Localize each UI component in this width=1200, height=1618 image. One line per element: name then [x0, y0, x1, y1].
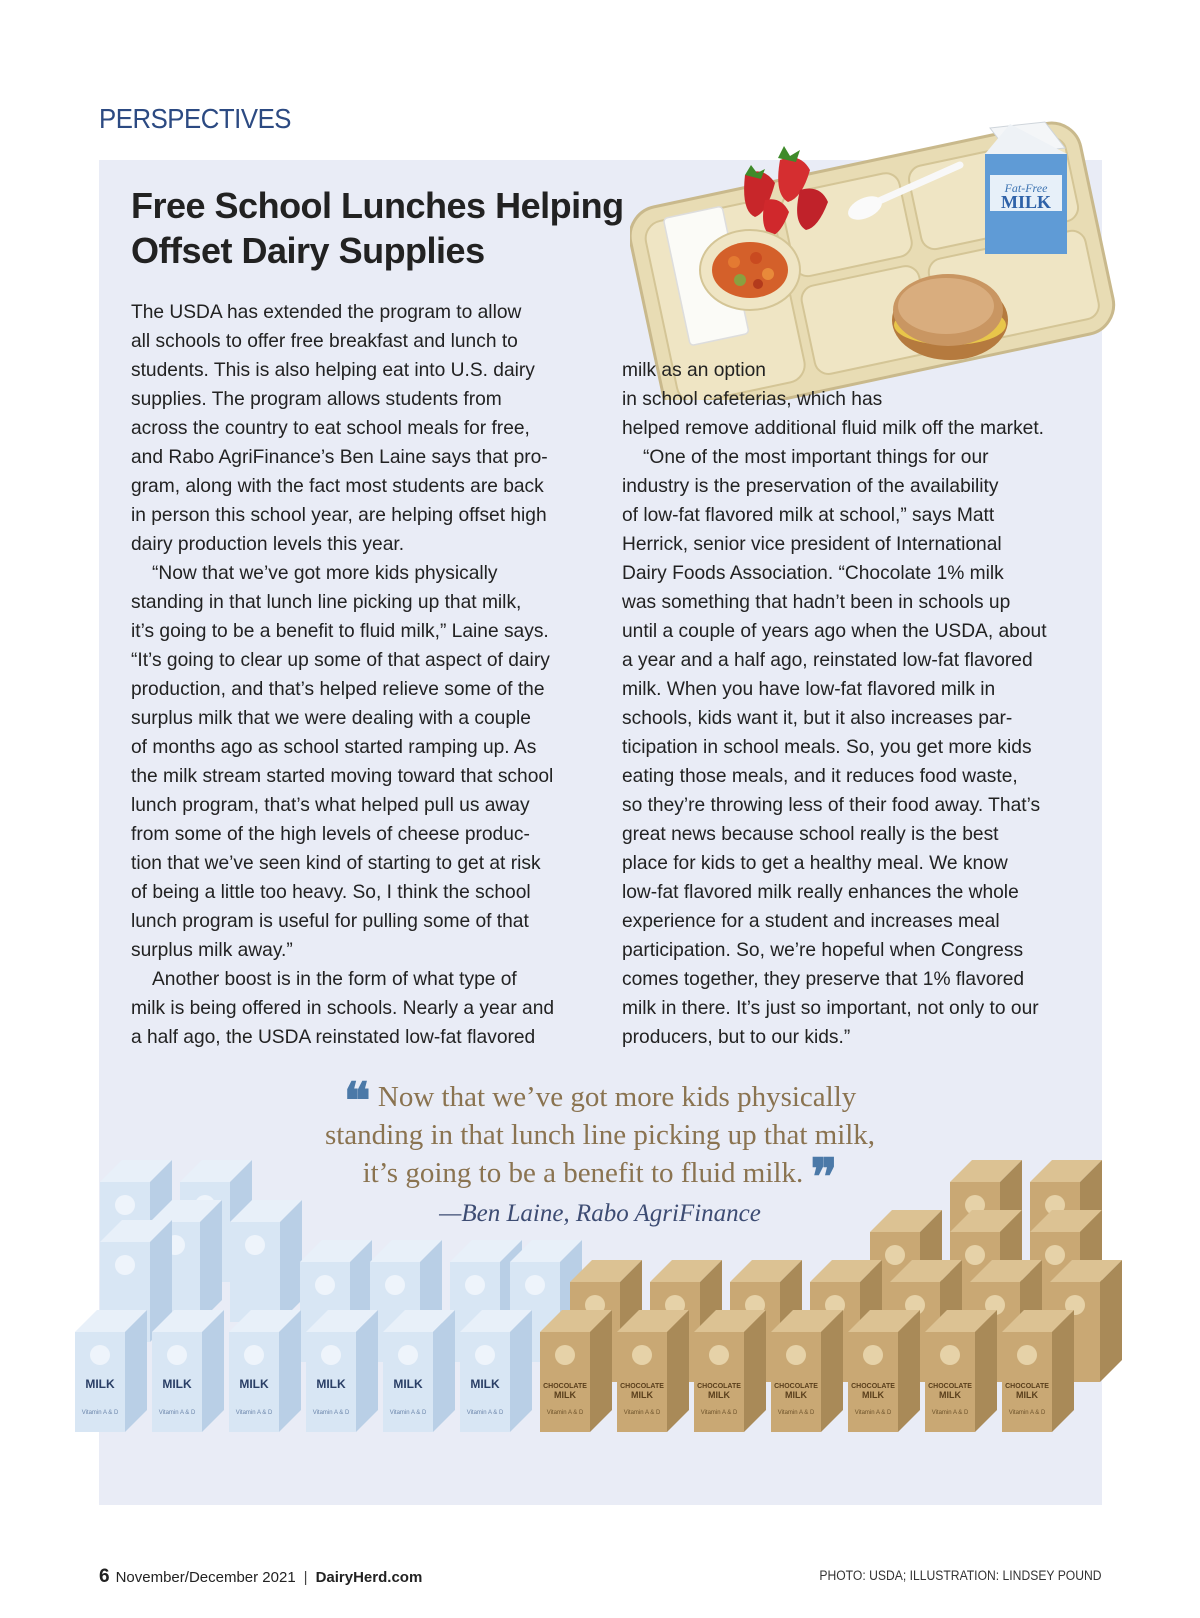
svg-text:Vitamin A & D: Vitamin A & D — [700, 1410, 738, 1416]
article-column-2 — [622, 356, 1082, 1052]
svg-text:CHOCOLATE: CHOCOLATE — [774, 1383, 818, 1390]
svg-text:MILK: MILK — [470, 1377, 500, 1391]
svg-text:CHOCOLATE: CHOCOLATE — [928, 1383, 972, 1390]
paragraph: Another boost is in the form of what type of milk is being offered in schools. Nearly a year and a half ago, the USDA reinstated low-fat flavored — [131, 969, 555, 1048]
svg-text:Vitamin A & D: Vitamin A & D — [158, 1410, 196, 1416]
chocolate-milk-carton — [925, 1310, 997, 1432]
svg-text:Vitamin A & D: Vitamin A & D — [777, 1410, 815, 1416]
close-quote-icon: ❞ — [810, 1147, 838, 1206]
svg-text:CHOCOLATE: CHOCOLATE — [851, 1383, 895, 1390]
svg-text:Vitamin A & D: Vitamin A & D — [931, 1410, 969, 1416]
paragraph: The USDA has extended the program to allow all schools to offer free breakfast and lunch to students. This is also helping eat into U.S. dairy supplies. The program allows students from across the country to eat school meals for free, and Rabo AgriFinance’s Ben Laine says that pro- gram, along with the fact most students are back in person this school year, are helping offset high dairy production levels this year. — [131, 302, 548, 555]
svg-text:CHOCOLATE: CHOCOLATE — [620, 1383, 664, 1390]
chocolate-milk-carton — [771, 1310, 843, 1432]
chocolate-milk-carton — [617, 1310, 689, 1432]
svg-text:MILK: MILK — [393, 1377, 423, 1391]
milk-carton — [306, 1310, 378, 1432]
fat-free-milk-carton — [985, 122, 1067, 254]
milk-carton — [383, 1310, 455, 1432]
milk-carton — [152, 1310, 224, 1432]
milk-label: MILK — [1000, 192, 1052, 212]
page-number: 6 — [99, 1566, 110, 1587]
chocolate-milk-carton — [694, 1310, 766, 1432]
svg-text:MILK: MILK — [554, 1390, 576, 1400]
svg-text:MILK: MILK — [85, 1377, 115, 1391]
svg-text:MILK: MILK — [785, 1390, 807, 1400]
svg-text:Vitamin A & D: Vitamin A & D — [235, 1410, 273, 1416]
svg-text:Vitamin A & D: Vitamin A & D — [466, 1410, 504, 1416]
svg-text:MILK: MILK — [631, 1390, 653, 1400]
paragraph: milk as an option in school cafeterias, which has helped remove additional fluid milk off the market. — [622, 360, 1044, 439]
svg-text:Vitamin A & D: Vitamin A & D — [623, 1410, 661, 1416]
milk-carton — [75, 1310, 147, 1432]
pull-quote — [280, 1071, 920, 1233]
pull-quote-line-1: Now that we’ve got more kids physically — [377, 1081, 857, 1113]
svg-text:MILK: MILK — [162, 1377, 192, 1391]
headline-line-2: Offset Dairy Supplies — [131, 230, 485, 271]
paragraph: “Now that we’ve got more kids physically standing in that lunch line picking up that milk, it’s going to be a benefit to fluid milk,” Laine says. “It’s going to clear up some of that aspect of dairy production, and that’s helped relieve some of the surplus milk that we were dealing with a couple of months ago as school started ramping up. As the milk stream started moving toward that school lunch program, that’s what helped pull us away from some of the high levels of cheese produc- tion that we’ve seen kind of starting to get at risk of being a little too heavy. So, I think the school lunch program is useful for pulling some of that surplus milk away.” — [131, 563, 554, 961]
footer-divider: | — [303, 1569, 308, 1586]
svg-text:MILK: MILK — [862, 1390, 884, 1400]
svg-text:Vitamin A & D: Vitamin A & D — [81, 1410, 119, 1416]
photo-credit: PHOTO: USDA; ILLUSTRATION: LINDSEY POUND — [819, 1568, 1102, 1583]
headline-line-1: Free School Lunches Helping — [131, 185, 624, 226]
svg-text:MILK: MILK — [316, 1377, 346, 1391]
website-link[interactable]: DairyHerd.com — [315, 1569, 423, 1586]
section-label: PERSPECTIVES — [99, 103, 292, 134]
svg-text:MILK: MILK — [939, 1390, 961, 1400]
svg-text:Vitamin A & D: Vitamin A & D — [389, 1410, 427, 1416]
chocolate-milk-carton — [1002, 1310, 1074, 1432]
chocolate-milk-carton — [540, 1310, 612, 1432]
svg-text:MILK: MILK — [708, 1390, 730, 1400]
svg-text:Vitamin A & D: Vitamin A & D — [854, 1410, 892, 1416]
issue-date: November/December 2021 — [115, 1569, 296, 1586]
svg-text:MILK: MILK — [1016, 1390, 1038, 1400]
carrots-bowl — [700, 230, 800, 310]
svg-text:CHOCOLATE: CHOCOLATE — [1005, 1383, 1049, 1390]
milk-carton — [460, 1310, 532, 1432]
footer-folio — [99, 1566, 422, 1588]
pull-quote-line-2: standing in that lunch line picking up that milk, — [324, 1119, 876, 1151]
article-column-1 — [131, 298, 591, 1052]
article-headline — [131, 183, 651, 273]
svg-text:MILK: MILK — [239, 1377, 269, 1391]
svg-text:Vitamin A & D: Vitamin A & D — [1008, 1410, 1046, 1416]
fat-free-label: Fat-Free — [1004, 181, 1048, 195]
pull-quote-line-3: it’s going to be a benefit to fluid milk. — [362, 1157, 804, 1189]
milk-carton — [229, 1310, 301, 1432]
svg-text:Vitamin A & D: Vitamin A & D — [546, 1410, 584, 1416]
pull-quote-attribution: —Ben Laine, Rabo AgriFinance — [439, 1200, 761, 1227]
svg-text:Vitamin A & D: Vitamin A & D — [312, 1410, 350, 1416]
open-quote-icon: ❝ — [343, 1071, 371, 1130]
paragraph: “One of the most important things for our industry is the preservation of the availability of low-fat flavored milk at school,” says Matt Herrick, senior vice president of International Dairy Foods Association. “Chocolate 1% milk was something that hadn’t been in schools up until a couple of years ago when the USDA, about a year and a half ago, reinstated low-fat flavored milk. When you have low-fat flavored milk in schools, kids want it, but it also increases par- ticipation in school meals. So, you get more kids eating those meals, and it reduces food waste, so they’re throwing less of their food away. That’s great news because school really is the best place for kids to get a healthy meal. We know low-fat flavored milk really enhances the whole experience for a student and increases meal participation. So, we’re hopeful when Congress comes together, they preserve that 1% flavored milk in there. It’s just so important, not only to our producers, but to our kids.” — [622, 447, 1047, 1048]
chocolate-milk-carton — [848, 1310, 920, 1432]
svg-text:CHOCOLATE: CHOCOLATE — [543, 1383, 587, 1390]
svg-text:CHOCOLATE: CHOCOLATE — [697, 1383, 741, 1390]
